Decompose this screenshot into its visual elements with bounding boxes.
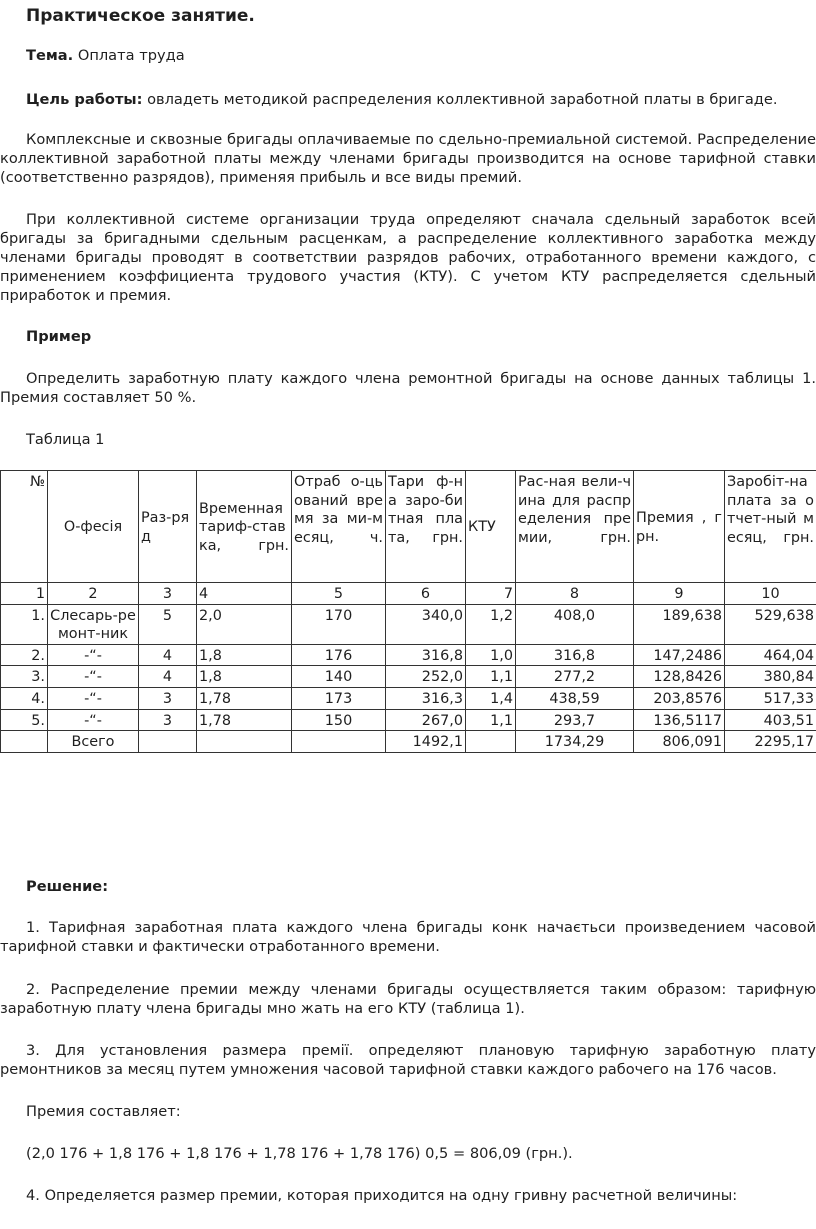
monthly-wage-cell: 517,33: [725, 687, 816, 709]
row-number: 1.: [1, 604, 48, 644]
table-column-numbers-row: [1, 583, 816, 605]
grade-cell: 4: [139, 644, 197, 666]
premium-cell: 128,8426: [634, 666, 725, 688]
total-label: Всего: [48, 731, 139, 753]
hours-worked-cell: 150: [292, 709, 386, 731]
calculated-value-cell: 438,59: [516, 687, 634, 709]
example-heading: Пример: [26, 328, 92, 345]
total-calculated-value: 1734,29: [516, 731, 634, 753]
total-empty-cell: [292, 731, 386, 753]
row-number: 4.: [1, 687, 48, 709]
tariff-wage-cell: 252,0: [386, 666, 466, 688]
premium-label: Премия составляет:: [26, 1103, 181, 1120]
tariff-wage-cell: 316,8: [386, 644, 466, 666]
calculated-value-cell: 316,8: [516, 644, 634, 666]
ktu-cell: 1,4: [466, 687, 516, 709]
header-tariff-wage: Тари ф-на заро-битная плата, грн.: [386, 471, 466, 583]
solution-step-3: 3. Для установления размера премії. определяют плановую тарифную заработную плату ремонтников за месяц путем умножения часовой тарифной ставки каждого рабочего на 176 часов.: [0, 1042, 816, 1078]
column-number: 2: [48, 583, 139, 605]
hours-worked-cell: 176: [292, 644, 386, 666]
hours-worked-cell: 140: [292, 666, 386, 688]
ktu-cell: 1,1: [466, 666, 516, 688]
goal-line: [26, 90, 777, 109]
hourly-rate-cell: 1,8: [197, 666, 292, 688]
theme-line: [26, 46, 185, 65]
table-row: [1, 604, 816, 644]
wage-table: [0, 470, 816, 753]
row-number: 2.: [1, 644, 48, 666]
total-tariff-wage: 1492,1: [386, 731, 466, 753]
calculated-value-cell: 277,2: [516, 666, 634, 688]
paragraph-brigades: Комплексные и сквозные бригады оплачиваемые по сдельно-премиальной системой. Распределение коллективной заработной платы между членами бригады производится на основе тарифной ставки (соответственно разрядов), применяя прибыль и все виды премий.: [0, 131, 816, 186]
hours-worked-cell: 170: [292, 604, 386, 644]
header-hourly-rate: Временная тариф-ставка, грн.: [197, 471, 292, 583]
monthly-wage-cell: 380,84: [725, 666, 816, 688]
header-profession: О-фесія: [48, 471, 139, 583]
column-number: 4: [197, 583, 292, 605]
table-row: [1, 687, 816, 709]
row-number: 3.: [1, 666, 48, 688]
solution-step-4: 4. Определяется размер премии, которая приходится на одну гривну расчетной величины:: [26, 1187, 738, 1204]
total-empty-cell: [139, 731, 197, 753]
column-number: 3: [139, 583, 197, 605]
table-row: [1, 666, 816, 688]
column-number: 9: [634, 583, 725, 605]
total-empty-cell: [197, 731, 292, 753]
grade-cell: 4: [139, 666, 197, 688]
theme-label: Тема.: [26, 47, 74, 64]
premium-formula: (2,0 176 + 1,8 176 + 1,8 176 + 1,78 176 + 1,78 176) 0,5 = 806,09 (грн.).: [26, 1145, 573, 1162]
total-empty-cell: [466, 731, 516, 753]
goal-label: Цель работы:: [26, 91, 143, 108]
table-row: [1, 644, 816, 666]
table-total-row: [1, 731, 816, 753]
monthly-wage-cell: 403,51: [725, 709, 816, 731]
paragraph-collective-system: При коллективной системе организации труда определяют сначала сдельный заработок всей бригады за бригадными сдельным расценкам, а распределение коллективного заработка между членами бригады проводят в соответствии разрядов рабочих, отработанного времени каждого, с применением коэффициента трудового участия (КТУ). С учетом КТУ распределяется сдельный приработок и премия.: [0, 211, 816, 304]
theme-text: Оплата труда: [73, 47, 185, 64]
ktu-cell: 1,2: [466, 604, 516, 644]
profession-cell: -“-: [48, 644, 139, 666]
ktu-cell: 1,1: [466, 709, 516, 731]
profession-cell: -“-: [48, 687, 139, 709]
monthly-wage-cell: 464,04: [725, 644, 816, 666]
solution-step-2: 2. Распределение премии между членами бригады осуществляется таким образом: тарифную заработную плату члена бригады мно жать на его КТУ (таблица 1).: [0, 981, 816, 1017]
calculated-value-cell: 408,0: [516, 604, 634, 644]
tariff-wage-cell: 267,0: [386, 709, 466, 731]
header-grade: Раз-ряд: [139, 471, 197, 583]
grade-cell: 3: [139, 709, 197, 731]
header-number: №: [1, 471, 48, 583]
total-monthly-wage: 2295,17: [725, 731, 816, 753]
tariff-wage-cell: 340,0: [386, 604, 466, 644]
row-number: 5.: [1, 709, 48, 731]
grade-cell: 3: [139, 687, 197, 709]
calculated-value-cell: 293,7: [516, 709, 634, 731]
column-number: 7: [466, 583, 516, 605]
header-calculated-value: Рас-ная вели-чина для распределения премии, грн.: [516, 471, 634, 583]
grade-cell: 5: [139, 604, 197, 644]
header-premium: Премия , грн.: [634, 471, 725, 583]
column-number: 8: [516, 583, 634, 605]
header-ktu: КТУ: [466, 471, 516, 583]
profession-cell: -“-: [48, 666, 139, 688]
hourly-rate-cell: 1,78: [197, 687, 292, 709]
example-text: Определить заработную плату каждого члена ремонтной бригады на основе данных таблицы 1. Премия составляет 50 %.: [0, 370, 816, 406]
profession-cell: -“-: [48, 709, 139, 731]
page-title: Практическое занятие.: [26, 6, 255, 26]
profession-cell: Слесарь-ремонт-ник: [48, 604, 139, 644]
hourly-rate-cell: 1,78: [197, 709, 292, 731]
table-header-row: [1, 471, 816, 583]
ktu-cell: 1,0: [466, 644, 516, 666]
table-caption: Таблица 1: [26, 431, 105, 448]
hourly-rate-cell: 1,8: [197, 644, 292, 666]
tariff-wage-cell: 316,3: [386, 687, 466, 709]
goal-text: овладеть методикой распределения коллективной заработной платы в бригаде.: [142, 91, 778, 108]
header-monthly-wage: Заробіт-на плата за отчет-ный месяц, грн.: [725, 471, 816, 583]
monthly-wage-cell: 529,638: [725, 604, 816, 644]
premium-cell: 189,638: [634, 604, 725, 644]
hourly-rate-cell: 2,0: [197, 604, 292, 644]
total-premium: 806,091: [634, 731, 725, 753]
table-row: [1, 709, 816, 731]
header-hours-worked: Отраб о-цьований время за ми-месяц, ч.: [292, 471, 386, 583]
solution-step-1: 1. Тарифная заработная плата каждого члена бригады конк начаєтьси произведением часовой тарифной ставки и фактически отработанного времени.: [0, 919, 816, 955]
column-number: 5: [292, 583, 386, 605]
column-number: 6: [386, 583, 466, 605]
column-number: 1: [1, 583, 48, 605]
column-number: 10: [725, 583, 816, 605]
premium-cell: 136,5117: [634, 709, 725, 731]
total-empty-cell: [1, 731, 48, 753]
hours-worked-cell: 173: [292, 687, 386, 709]
solution-heading: Решение:: [26, 878, 109, 895]
premium-cell: 147,2486: [634, 644, 725, 666]
premium-cell: 203,8576: [634, 687, 725, 709]
